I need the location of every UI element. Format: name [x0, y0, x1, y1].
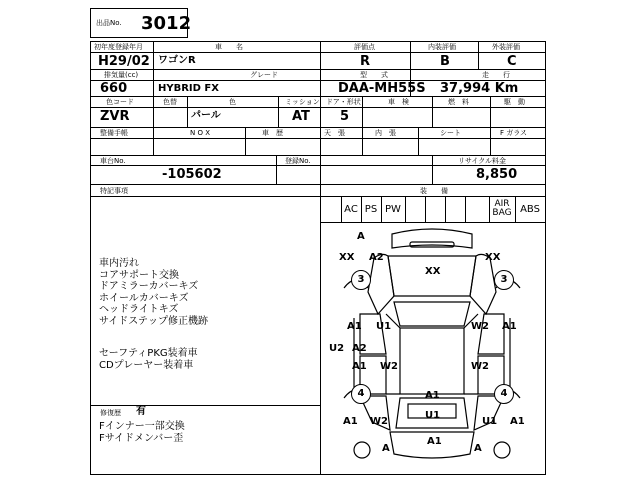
tire-front-right: 3	[494, 270, 514, 290]
glass-label: F ガラス	[500, 129, 528, 137]
damage-code: XX	[425, 266, 441, 277]
damage-code: U2	[329, 343, 345, 354]
equipment-note-line: セーフティPKG装着車	[99, 348, 198, 359]
exterior-label: 外装評価	[492, 43, 520, 51]
damage-code: U1	[425, 410, 441, 421]
damage-code: A	[474, 443, 482, 454]
damage-code: A1	[347, 321, 362, 332]
interior-trim-label: 内 張	[375, 129, 396, 137]
roof	[400, 328, 464, 394]
equipment-ps: PS	[364, 204, 378, 215]
front-bumper	[392, 229, 472, 248]
sunroof-label: 天 張	[324, 129, 345, 137]
drive-label: 駆 動	[504, 98, 525, 106]
recycle-fee: 8,850	[476, 167, 518, 182]
mission: AT	[292, 109, 310, 124]
damage-code: A1	[425, 390, 440, 401]
mission-label: ミッション	[285, 98, 320, 106]
tire-rear-right: 4	[494, 384, 514, 404]
remark-line: サイドステップ修正機跡	[99, 315, 208, 327]
chassis-number: -105602	[162, 167, 222, 182]
color-code-label: 色コード	[106, 98, 134, 106]
remark-line: 車内汚れ	[99, 258, 139, 269]
damage-code: A	[382, 443, 390, 454]
lot-number: 3012	[141, 13, 192, 34]
remarks-label: 特記事項	[100, 187, 128, 195]
repair-value: 有	[136, 406, 146, 417]
color: パール	[191, 110, 221, 121]
displacement: 660	[100, 81, 128, 96]
displacement-label: 排気量(cc)	[104, 71, 139, 79]
equipment-notes	[99, 348, 198, 371]
score-label: 評価点	[354, 43, 375, 51]
seat-label: シート	[440, 129, 461, 137]
model-label: 型 式	[360, 71, 388, 79]
tire-rear-left: 4	[351, 384, 371, 404]
interior-grade: B	[440, 54, 450, 69]
tire-front-left: 3	[351, 270, 371, 290]
color-code: ZVR	[100, 109, 130, 124]
repair-line: Fサイドメンバー歪	[99, 432, 184, 444]
repair-line: Fインナー一部交換	[99, 421, 185, 432]
nox-label: N O X	[190, 129, 210, 137]
color-label: 色	[229, 98, 236, 106]
fuel-label: 燃 料	[448, 98, 469, 106]
damage-code: W2	[471, 361, 489, 372]
equipment-ac: AC	[344, 204, 358, 215]
recycle-label: リサイクル料金	[458, 157, 507, 165]
exterior-grade: C	[507, 54, 517, 69]
repair-list	[99, 421, 185, 444]
windshield	[394, 302, 470, 326]
equipment-label: 装 備	[420, 187, 448, 195]
equipment-pw: PW	[385, 204, 401, 215]
front-fender-right	[470, 254, 496, 314]
remark-line: ドアミラーカバーキズ	[99, 281, 199, 292]
grade: HYBRID FX	[158, 83, 219, 94]
front-fender-left	[368, 254, 394, 314]
interior-label: 内装評価	[428, 43, 456, 51]
car-name-label: 車 名	[215, 43, 243, 51]
right-front-door	[478, 314, 504, 354]
remark-line: ホイールカバーキズ	[99, 292, 189, 304]
equipment-abs: ABS	[520, 204, 540, 215]
manual-label: 整備手帳	[100, 129, 128, 137]
doors-label: ドア・形状	[326, 98, 361, 106]
equipment-note-line: CDプレーヤー装着車	[99, 359, 194, 371]
repair-label: 修復歴	[100, 409, 121, 417]
damage-code: A2	[352, 343, 367, 354]
remark-line: ヘッドライトキズ	[99, 304, 179, 315]
grade-label: グレード	[250, 71, 278, 79]
damage-code: W2	[471, 321, 489, 332]
damage-code: A1	[502, 321, 517, 332]
regno-label: 登録No.	[285, 157, 311, 165]
damage-code: U1	[482, 416, 498, 427]
reg-year: H29/02	[98, 54, 150, 69]
chassis-label: 車台No.	[100, 157, 126, 165]
damage-code: XX	[339, 252, 355, 263]
damage-code: XX	[485, 252, 501, 263]
mileage-label: 走 行	[482, 71, 510, 79]
remarks-list	[99, 258, 208, 327]
damage-code: A	[357, 231, 365, 242]
reg-year-label: 初年度登録年月	[94, 43, 143, 51]
history-label: 車 歴	[262, 129, 283, 137]
damage-code: A2	[369, 252, 384, 263]
damage-code: W2	[380, 361, 398, 372]
doors: 5	[340, 109, 350, 124]
color-type-label: 色替	[163, 98, 177, 106]
damage-code: A1	[510, 416, 525, 427]
lot-label: 出品No.	[96, 19, 122, 27]
inspection-label: 車 検	[388, 98, 409, 106]
damage-code: U1	[376, 321, 392, 332]
model: DAA-MH55S	[338, 81, 426, 96]
damage-code: A1	[427, 436, 442, 447]
equipment-airbag: AIR BAG	[492, 199, 512, 219]
remark-line: コアサポート交換	[99, 269, 179, 281]
damage-code: A1	[352, 361, 367, 372]
car-name: ワゴンR	[158, 55, 196, 66]
mileage: 37,994 Km	[440, 81, 519, 96]
lot-box	[90, 8, 192, 38]
score: R	[360, 54, 371, 69]
damage-code: A1	[343, 416, 358, 427]
damage-code: W2	[370, 416, 388, 427]
